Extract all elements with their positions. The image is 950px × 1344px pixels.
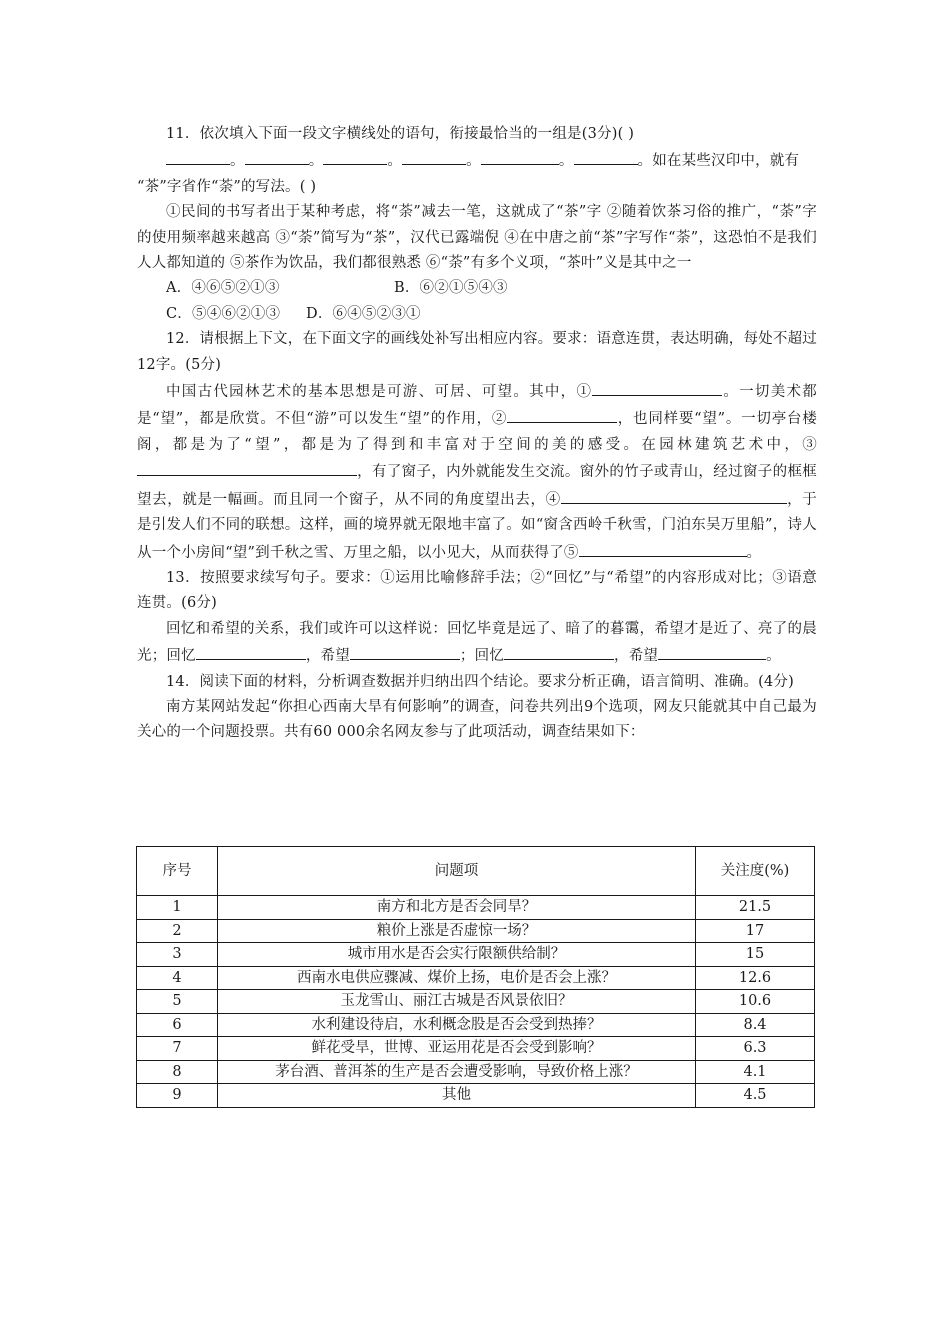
table-row bbox=[137, 1013, 815, 1037]
row-index: 4 bbox=[137, 966, 218, 990]
choice-a: A．④⑥⑤②①③ bbox=[166, 280, 280, 297]
choice-d: D．⑥④⑤②③① bbox=[306, 305, 421, 322]
q13-text-2: ，希望 bbox=[305, 648, 350, 665]
table-row bbox=[137, 1037, 815, 1061]
q13-text-3: ；回忆 bbox=[459, 648, 505, 665]
table-row bbox=[137, 966, 815, 990]
blank bbox=[658, 642, 718, 660]
blank bbox=[245, 147, 309, 165]
row-attention: 12.6 bbox=[696, 966, 815, 990]
q12-text-5: ，于是引发人们不同的联想。这样，画的境界就无限地丰富了。如“窗含西岭千秋雪，门泊东吴万里船”，诗人从一个小房间“望”到千秋之雪、万里之船，以小见大，从而获得了⑤ bbox=[137, 491, 817, 561]
q13-text-5: 。 bbox=[766, 648, 781, 665]
blank bbox=[691, 486, 787, 504]
choice-c: C．⑤④⑥②①③ bbox=[166, 305, 281, 322]
blank bbox=[561, 486, 691, 504]
q14-intro: 南方某网站发起“你担心西南大旱有何影响”的调查，问卷共列出9个选项，网友只能就其中自己最为关心的一个问题投票。共有60 000余名网友参与了此项活动，调查结果如下： bbox=[137, 698, 817, 741]
row-question: 城市用水是否会实行限额供给制？ bbox=[218, 943, 696, 967]
q11-line2-tail: 。如在某些汉印中，就有 bbox=[637, 153, 800, 170]
row-attention: 4.5 bbox=[696, 1084, 815, 1108]
row-index: 2 bbox=[137, 919, 218, 943]
row-attention: 6.3 bbox=[696, 1037, 815, 1061]
row-question: 水利建设待启，水利概念股是否会受到热捧？ bbox=[218, 1013, 696, 1037]
q11-blanks-line: 。 。 。 。 。 。如在某些汉印中，就有 bbox=[137, 147, 817, 174]
blank bbox=[323, 147, 387, 165]
row-attention: 17 bbox=[696, 919, 815, 943]
q11-choices-cd bbox=[137, 302, 817, 327]
blank bbox=[574, 147, 638, 165]
q13-stem: 13．按照要求续写句子。要求：①运用比喻修辞手法；②“回忆”与“希望”的内容形成对比；③语意连贯。(6分) bbox=[137, 569, 817, 612]
row-question: 鲜花受旱，世博、亚运用花是否会受到影响？ bbox=[218, 1037, 696, 1061]
choice-b: B．⑥②①⑤④③ bbox=[394, 280, 508, 297]
q12-text-4: ，有了窗子，内外就能发生交流。窗外的竹子或青山，经过窗子的框框望去，就是一幅画。而且同一个窗子，从不同的角度望出去，④ bbox=[137, 464, 817, 508]
blank bbox=[402, 147, 466, 165]
survey-table bbox=[136, 846, 815, 1108]
row-index: 8 bbox=[137, 1060, 218, 1084]
row-index: 9 bbox=[137, 1084, 218, 1108]
table-row bbox=[137, 919, 815, 943]
q12-passage bbox=[137, 378, 817, 566]
blank bbox=[507, 405, 617, 423]
questions-block bbox=[137, 122, 817, 746]
header-index: 序号 bbox=[137, 847, 218, 896]
row-question: 其他 bbox=[218, 1084, 696, 1108]
row-question: 粮价上涨是否虚惊一场？ bbox=[218, 919, 696, 943]
row-attention: 4.1 bbox=[696, 1060, 815, 1084]
table-header-row bbox=[137, 847, 815, 896]
header-attention: 关注度(%) bbox=[696, 847, 815, 896]
q13-text-4: ，希望 bbox=[614, 648, 659, 665]
q12-text-6: 。 bbox=[746, 544, 762, 561]
q13-text-1: 回忆和希望的关系，我们或许可以这样说：回忆毕竟是远了、暗了的暮霭，希望才是近了、亮了的晨光；回忆 bbox=[137, 620, 817, 665]
blank bbox=[137, 458, 357, 476]
row-attention: 15 bbox=[696, 943, 815, 967]
blank bbox=[196, 642, 306, 660]
table-row bbox=[137, 1060, 815, 1084]
table-row bbox=[137, 1084, 815, 1108]
q11-choices-ab bbox=[137, 276, 817, 301]
row-attention: 21.5 bbox=[696, 896, 815, 920]
table-row bbox=[137, 896, 815, 920]
row-question: 西南水电供应骤减、煤价上扬，电价是否会上涨？ bbox=[218, 966, 696, 990]
blank bbox=[579, 539, 747, 557]
q12-text-2: 。一切美术都是“望”，都是欣赏。不但“游”可以发生“望”的作用，② bbox=[137, 384, 817, 428]
blank bbox=[592, 378, 722, 396]
row-attention: 10.6 bbox=[696, 990, 815, 1014]
row-index: 7 bbox=[137, 1037, 218, 1061]
blank bbox=[504, 642, 614, 660]
table-row bbox=[137, 990, 815, 1014]
q12-text-1: 中国古代园林艺术的基本思想是可游、可居、可望。其中，① bbox=[166, 384, 593, 401]
table-row bbox=[137, 943, 815, 967]
blank bbox=[481, 147, 559, 165]
q12-stem: 12．请根据上下文，在下面文字的画线处补写出相应内容。要求：语意连贯，表达明确，每处不超过12字。(5分) bbox=[137, 331, 817, 373]
q12-text-3: ，也同样要“望”。一切亭台楼阁，都是为了“望”，都是为了得到和丰富对于空间的美的感受。在园林建筑艺术中，③ bbox=[137, 411, 817, 453]
q11-line3: “茶”字省作“荼”的写法。( ) bbox=[137, 178, 317, 195]
row-question: 茅台酒、普洱茶的生产是否会遭受影响，导致价格上涨？ bbox=[218, 1060, 696, 1084]
row-index: 6 bbox=[137, 1013, 218, 1037]
q11-options-text: ①民间的书写者出于某种考虑，将“荼”减去一笔，这就成了“茶”字 ②随着饮茶习俗的推广，“荼”字的使用频率越来越高 ③“荼”简写为“茶”，汉代已露端倪 ④在中唐之前“茶”字写作“荼”，这恐怕不是我们人人都知道的 ⑤茶作为饮品，我们都很熟悉 ⑥“荼”有多个义项，“茶叶”义是其中之一 bbox=[137, 204, 817, 272]
row-question: 南方和北方是否会同旱？ bbox=[218, 896, 696, 920]
q14-stem: 14．阅读下面的材料，分析调查数据并归纳出四个结论。要求分析正确，语言简明、准确。(4分) bbox=[166, 673, 794, 690]
row-index: 1 bbox=[137, 896, 218, 920]
row-index: 5 bbox=[137, 990, 218, 1014]
q13-passage bbox=[137, 617, 817, 670]
row-index: 3 bbox=[137, 943, 218, 967]
row-attention: 8.4 bbox=[696, 1013, 815, 1037]
row-question: 玉龙雪山、丽江古城是否风景依旧？ bbox=[218, 990, 696, 1014]
blank bbox=[350, 642, 460, 660]
q11-stem: 11．依次填入下面一段文字横线处的语句，衔接最恰当的一组是(3分)( ) bbox=[166, 126, 635, 142]
blank bbox=[166, 147, 230, 165]
header-question: 问题项 bbox=[218, 847, 696, 896]
blank bbox=[718, 642, 766, 660]
